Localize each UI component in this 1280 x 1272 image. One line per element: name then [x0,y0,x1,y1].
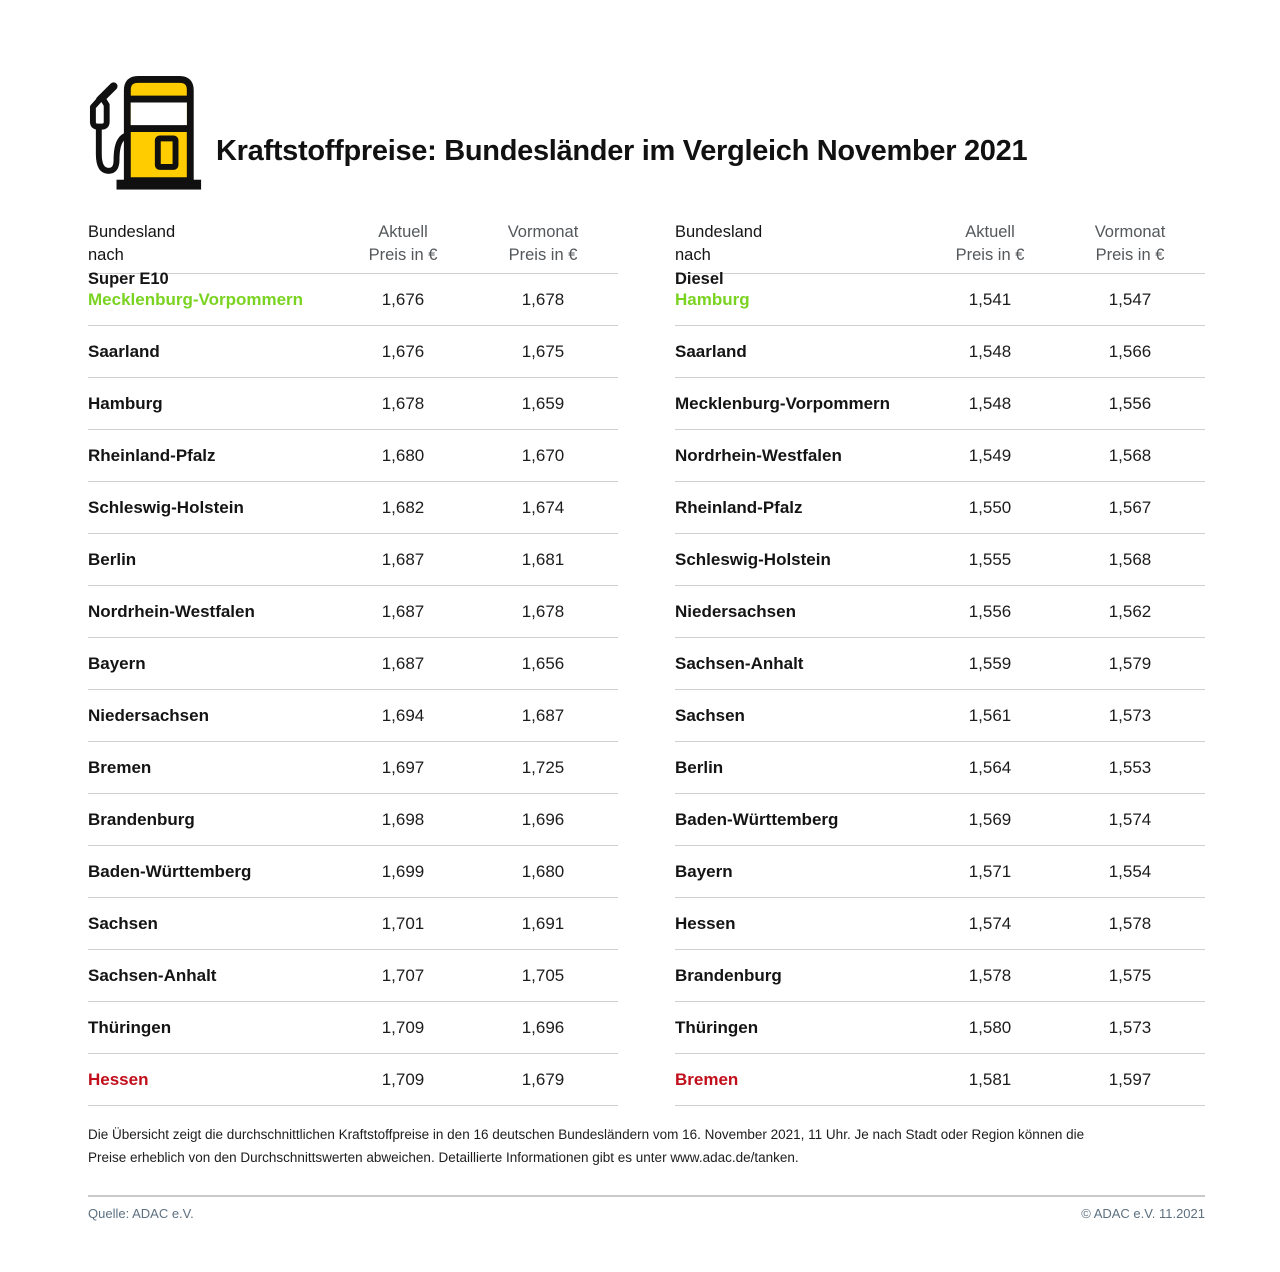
column-header-current: Aktuell Preis in € [955,223,1025,265]
previous-price: 1,566 [1108,341,1152,361]
current-price: 1,682 [381,497,425,517]
table-row [88,1053,618,1105]
state-name: Sachsen [675,705,745,725]
current-price: 1,548 [968,341,1012,361]
state-name: Brandenburg [88,809,195,829]
state-name: Bremen [675,1069,739,1089]
previous-price: 1,575 [1108,965,1152,985]
column-header-state [675,221,925,291]
state-name: Bremen [88,757,152,777]
previous-price: 1,670 [521,445,565,465]
state-header-line1: Bundesland [88,223,176,241]
state-name: Sachsen-Anhalt [88,965,217,985]
copyright-label: © ADAC e.V. 11.2021 [1081,1206,1205,1222]
table-row [675,429,1205,481]
state-name: Bayern [675,861,733,881]
current-price: 1,709 [381,1017,425,1037]
state-name: Saarland [675,341,747,361]
previous-price: 1,687 [521,705,565,725]
previous-price: 1,696 [521,809,565,829]
previous-price: 1,568 [1108,445,1152,465]
table-row [675,845,1205,897]
table-row [675,585,1205,637]
previous-price: 1,553 [1108,757,1152,777]
current-price: 1,707 [381,965,425,985]
current-price: 1,578 [968,965,1012,985]
table-row [675,325,1205,377]
previous-price: 1,674 [521,497,565,517]
table-row [88,1001,618,1053]
page-header [88,73,1205,194]
previous-price: 1,568 [1108,549,1152,569]
page-title: Kraftstoffpreise: Bundesländer im Vergleich November 2021 [216,135,1028,167]
state-name: Hessen [88,1069,149,1089]
state-name: Sachsen [88,913,158,933]
current-price: 1,549 [968,445,1012,465]
table-row [88,897,618,949]
current-price: 1,678 [381,393,425,413]
current-price: 1,694 [381,705,425,725]
state-header-line2: nach Super E10 [88,244,338,291]
previous-price: 1,659 [521,393,565,413]
state-name: Baden-Württemberg [675,809,839,829]
table-row [88,429,618,481]
current-price: 1,580 [968,1017,1012,1037]
price-table [675,221,1205,1106]
column-header-previous: Vormonat Preis in € [1094,223,1166,265]
table-row [88,585,618,637]
current-price: 1,709 [381,1069,425,1089]
fuel-pump-icon [88,73,206,194]
table-row [88,481,618,533]
previous-price: 1,675 [521,341,565,361]
fuel-type-label: Super E10 [88,269,169,288]
table-row [88,637,618,689]
current-price: 1,559 [968,653,1012,673]
previous-price: 1,573 [1108,1017,1152,1037]
previous-price: 1,573 [1108,705,1152,725]
table-header [675,221,1205,288]
current-price: 1,561 [968,705,1012,725]
current-price: 1,698 [381,809,425,829]
previous-price: 1,679 [521,1069,565,1089]
current-price: 1,550 [968,497,1012,517]
current-price: 1,687 [381,549,425,569]
previous-price: 1,691 [521,913,565,933]
state-header-line2: nach Diesel [675,244,925,291]
fuel-type-label: Diesel [675,269,724,288]
previous-price: 1,578 [1108,913,1152,933]
state-name: Brandenburg [675,965,782,985]
state-name: Nordrhein-Westfalen [675,445,842,465]
current-price: 1,676 [381,341,425,361]
previous-price: 1,579 [1108,653,1152,673]
previous-price: 1,678 [521,601,565,621]
current-price: 1,676 [381,289,425,309]
state-header-line1: Bundesland [675,223,763,241]
state-name: Baden-Württemberg [88,861,252,881]
previous-price: 1,567 [1108,497,1152,517]
table-row [88,793,618,845]
state-name: Schleswig-Holstein [88,497,244,517]
current-price: 1,548 [968,393,1012,413]
current-price: 1,569 [968,809,1012,829]
state-name: Thüringen [88,1017,172,1037]
table-row [675,741,1205,793]
state-name: Sachsen-Anhalt [675,653,804,673]
previous-price: 1,597 [1108,1069,1152,1089]
state-name: Thüringen [675,1017,759,1037]
footnote: Die Übersicht zeigt die durchschnittlichen Kraftstoffpreise in den 16 deutschen Bundesländern vom 16. November 2021, 11 Uhr. Je nach Stadt oder Region können die Preise erheblich von den Durchschnittswerten abweichen. Detaillierte Informationen gibt es unter www.adac.de/tanken. [88,1127,1085,1165]
current-price: 1,687 [381,653,425,673]
table-row [88,377,618,429]
current-price: 1,701 [381,913,425,933]
current-price: 1,571 [968,861,1012,881]
current-price: 1,541 [968,289,1012,309]
previous-price: 1,696 [521,1017,565,1037]
table-row [88,741,618,793]
current-price: 1,564 [968,757,1012,777]
current-price: 1,680 [381,445,425,465]
table-row [675,377,1205,429]
state-name: Niedersachsen [88,705,209,725]
state-name: Nordrhein-Westfalen [88,601,255,621]
tables-area [88,221,1205,1106]
previous-price: 1,574 [1108,809,1152,829]
table-body [675,273,1205,1106]
state-name: Schleswig-Holstein [675,549,831,569]
state-name: Berlin [88,549,137,569]
table-row [675,949,1205,1001]
column-header-state [88,221,338,291]
previous-price: 1,725 [521,757,565,777]
state-name: Saarland [88,341,160,361]
column-header-current: Aktuell Preis in € [368,223,438,265]
current-price: 1,574 [968,913,1012,933]
table-row [88,845,618,897]
state-name: Hessen [675,913,736,933]
table-row [675,533,1205,585]
state-name: Berlin [675,757,724,777]
state-name: Rheinland-Pfalz [675,497,803,517]
previous-price: 1,554 [1108,861,1152,881]
current-price: 1,556 [968,601,1012,621]
table-row [675,481,1205,533]
previous-price: 1,681 [521,549,565,569]
source-label: Quelle: ADAC e.V. [88,1206,194,1222]
previous-price: 1,678 [521,289,565,309]
state-name: Mecklenburg-Vorpommern [675,393,891,413]
table-row [675,637,1205,689]
column-header-previous: Vormonat Preis in € [507,223,579,265]
state-name: Rheinland-Pfalz [88,445,216,465]
state-name: Bayern [88,653,146,673]
page-footer [88,1195,1205,1221]
table-row [675,793,1205,845]
state-name: Hamburg [675,289,750,309]
table-row [88,949,618,1001]
current-price: 1,555 [968,549,1012,569]
table-row [675,1053,1205,1105]
previous-price: 1,556 [1108,393,1152,413]
table-row [88,325,618,377]
previous-price: 1,547 [1108,289,1152,309]
previous-price: 1,705 [521,965,565,985]
current-price: 1,697 [381,757,425,777]
table-row [675,897,1205,949]
current-price: 1,581 [968,1069,1012,1089]
table-header [88,221,618,288]
current-price: 1,687 [381,601,425,621]
previous-price: 1,656 [521,653,565,673]
table-row [88,689,618,741]
state-name: Hamburg [88,393,163,413]
previous-price: 1,562 [1108,601,1152,621]
state-name: Niedersachsen [675,601,796,621]
previous-price: 1,680 [521,861,565,881]
table-body [88,273,618,1106]
price-table [88,221,618,1106]
table-row [675,1001,1205,1053]
current-price: 1,699 [381,861,425,881]
table-row [88,533,618,585]
table-row [675,689,1205,741]
state-name: Mecklenburg-Vorpommern [88,289,304,309]
